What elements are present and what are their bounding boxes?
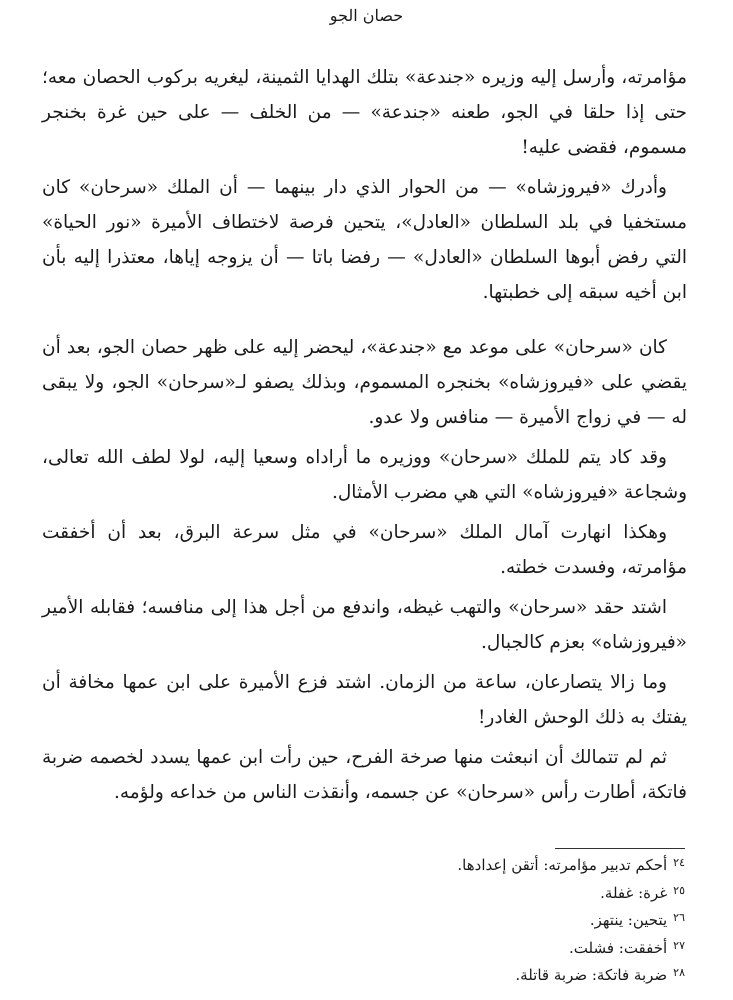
- footnote: [45, 880, 685, 908]
- footnote: [45, 907, 685, 935]
- footnote-number: ٢٨: [673, 966, 685, 979]
- footnote-number: ٢٦: [673, 911, 685, 924]
- footnote-divider: [555, 848, 685, 849]
- footnote: [45, 852, 685, 880]
- paragraph: وأدرك «فيروزشاه» — من الحوار الذي دار بينهما — أن الملك «سرحان» كان مستخفيا في بلد السلطان «العادل»، يتحين فرصة لاختطاف الأميرة «نور الحياة» التي رفض أبوها السلطان «العادل» — رفضا باتا — أن يزوجه إياها، معتذرا إليه بأن ابن أخيه سبقه إلى خطبتها.: [42, 177, 687, 303]
- paragraph: اشتد حقد «سرحان» والتهب غيظه، واندفع من أجل هذا إلى منافسه؛ فقابله الأمير «فيروزشاه» بعزم كالجبال.: [42, 597, 687, 653]
- footnote-number: ٢٥: [673, 883, 685, 897]
- footnote-text: أخفقت: فشلت.: [568, 938, 668, 957]
- paragraph: وما زالا يتصارعان، ساعة من الزمان. اشتد فزع الأميرة على ابن عمها مخافة أن يفتك به ذلك الوحش الغادر!: [42, 672, 687, 728]
- running-header: حصان الجو: [329, 6, 404, 25]
- footnote-text: غرة: غفلة.: [600, 883, 668, 902]
- main-text: [42, 60, 687, 815]
- footnote: [45, 935, 685, 963]
- paragraph: ثم لم تتمالك أن انبعثت منها صرخة الفرح، حين رأت ابن عمها يسدد لخصمه ضربة فاتكة، أطارت رأس «سرحان» عن جسمه، وأنقذت الناس من خداعه ولؤمه.: [42, 747, 687, 803]
- footnote-text: أحكم تدبير مؤامرته: أتقن إعدادها.: [457, 856, 668, 874]
- footnote-number: ٢٧: [673, 938, 685, 952]
- paragraph: مؤامرته، وأرسل إليه وزيره «جندعة» بتلك الهدايا الثمينة، ليغريه بركوب الحصان معه؛ حتى إذا حلقا في الجو، طعنه «جندعة» — من الخلف — على حين غرة بخنجر مسموم، فقضى عليه!: [42, 67, 687, 158]
- footnote-text: يتحين: ينتهز.: [589, 911, 668, 929]
- paragraph: وقد كاد يتم للملك «سرحان» ووزيره ما أراداه وسعيا إليه، لولا لطف الله تعالى، وشجاعة «فيروزشاه» التي هي مضرب الأمثال.: [42, 447, 687, 503]
- footnote-number: ٢٤: [673, 856, 685, 869]
- paragraph: وهكذا انهارت آمال الملك «سرحان» في مثل سرعة البرق، بعد أن أخفقت مؤامرته، وفسدت خطته.: [42, 522, 687, 578]
- footnote: [45, 962, 685, 990]
- paragraph: كان «سرحان» على موعد مع «جندعة»، ليحضر إليه على ظهر حصان الجو، بعد أن يقضي على «فيروزشاه» بخنجره المسموم، وبذلك يصفو لـ«سرحان» الجو، ولا يبقى له — في زواج الأميرة — منافس ولا عدو.: [42, 337, 687, 428]
- footnotes: [45, 852, 685, 990]
- footnote-text: ضربة فاتكة: ضربة قاتلة.: [515, 966, 668, 984]
